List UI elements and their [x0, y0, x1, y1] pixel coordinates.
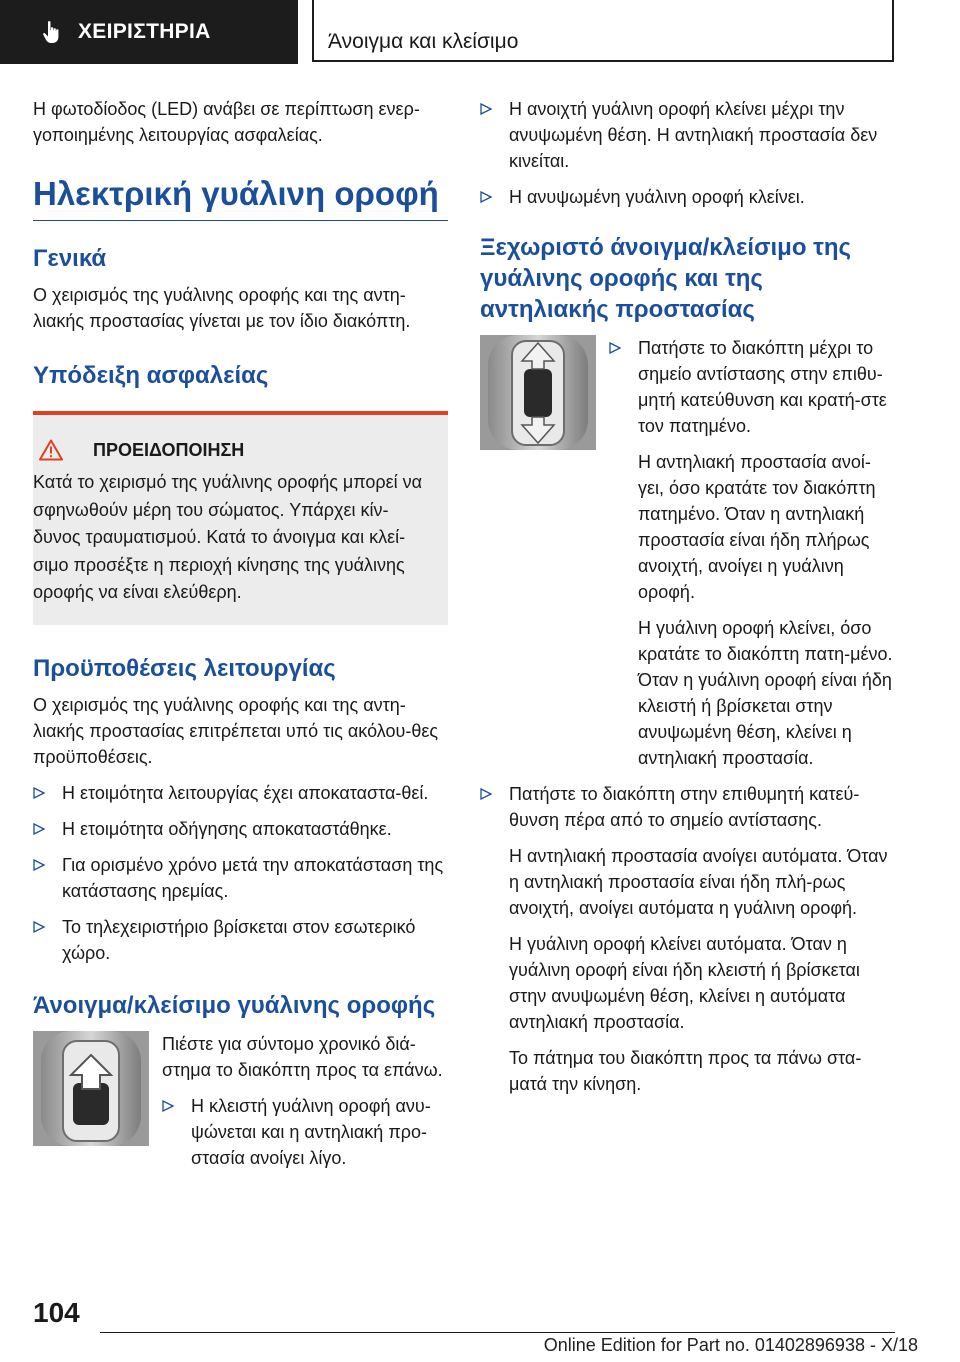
list-item: [33, 852, 448, 904]
bullet-triangle-icon: [480, 191, 492, 203]
heading-safety-note: Υπόδειξη ασφαλείας: [33, 362, 269, 389]
heading-prerequisites: Προϋποθέσεις λειτουργίας: [33, 654, 336, 682]
list-item: [33, 914, 448, 966]
hand-pointer-icon: [42, 20, 64, 44]
page-header: [0, 0, 960, 64]
left-column: [33, 96, 448, 1181]
list-item-text: Η ανοιχτή γυάλινη οροφή κλείνει μέχρι την ανυψωμένη θέση. Η αντηλιακή προστασία δεν κινείται.: [509, 99, 878, 171]
list-item-text: Πατήστε το διακόπτη μέχρι το σημείο αντίστασης στην επιθυ‐μητή κατεύθυνση και κρατή‐στε τον πατημένο.: [638, 338, 887, 436]
page-number: 104: [33, 1297, 80, 1328]
open-close-text: [162, 1031, 448, 1181]
list-item: [609, 335, 895, 439]
list-item: [33, 816, 448, 842]
step2-stop-text: Το πάτημα του διακόπτη προς τα πάνω στα‐ματά την κίνηση.: [509, 1048, 862, 1094]
list-item: [162, 1093, 448, 1171]
list-item-text: Η ανυψωμένη γυάλινη οροφή κλείνει.: [509, 187, 805, 207]
roof-behaviour-list: [480, 96, 895, 210]
list-item-text: Πατήστε το διακόπτη στην επιθυμητή κατεύ‐θυνση πέρα από το σημείο αντίστασης.: [509, 784, 860, 830]
chapter-tab-label: ΧΕΙΡΙΣΤΗΡΙΑ: [78, 20, 211, 43]
list-item: [480, 96, 895, 174]
bullet-triangle-icon: [33, 859, 45, 871]
list-item: [33, 780, 448, 806]
bullet-triangle-icon: [33, 787, 45, 799]
step2-auto-close-text: Η γυάλινη οροφή κλείνει αυτόματα. Όταν η γυάλινη οροφή είναι ήδη κλειστή ή βρίσκεται στην ανυψωμένη θέση, κλείνει η αυτόματα αντηλιακή προστασία.: [509, 934, 860, 1032]
open-close-list: [162, 1093, 448, 1171]
general-text: Ο χειρισμός της γυάλινης οροφής και της αντη‐λιακής προστασίας γίνεται με τον ίδιο διακόπτη.: [33, 285, 411, 331]
open-close-instruction: Πιέστε για σύντομο χρονικό διά‐στημα το διακόπτη προς τα επάνω.: [162, 1033, 443, 1080]
switch-push-up-image: [33, 1031, 149, 1146]
heading-open-close-roof: Άνοιγμα/κλείσιμο γυάλινης οροφής: [33, 991, 436, 1019]
prerequisites-text: Ο χειρισμός της γυάλινης οροφής και της αντη‐λιακής προστασίας επιτρέπεται υπό τις ακόλου‐θες προϋποθέσεις.: [33, 694, 439, 767]
warning-title: ΠΡΟΕΙΔΟΠΟΙΗΣΗ: [93, 440, 245, 460]
bullet-triangle-icon: [480, 788, 492, 800]
separate-text: [609, 335, 895, 781]
step1-roof-text: Η γυάλινη οροφή κλείνει, όσο κρατάτε το διακόπτη πατη‐μένο. Όταν η γυάλινη οροφή είναι ήδη κλειστή ή βρίσκεται στην ανυψωμένη θέση, κλείνει η αντηλιακή προστασία.: [638, 618, 893, 768]
warning-box: [33, 411, 448, 625]
section-title: Άνοιγμα και κλείσιμο: [328, 30, 519, 53]
led-note: Η φωτοδίοδος (LED) ανάβει σε περίπτωση ενερ‐γοποιημένης λειτουργίας ασφαλείας.: [33, 99, 420, 145]
section-header: [312, 0, 894, 62]
prerequisites-list: [33, 780, 448, 966]
separate-list-2: [480, 781, 895, 833]
heading-general: Γενικά: [33, 245, 107, 272]
chapter-tab: [0, 0, 298, 64]
separate-list-1: [609, 335, 895, 439]
right-column: [480, 96, 895, 1107]
bullet-triangle-icon: [480, 103, 492, 115]
list-item: [480, 184, 895, 210]
warning-text: Κατά το χειρισμό της γυάλινης οροφής μπορεί να σφηνωθούν μέρη του σώματος. Υπάρχει κίν‐δυνος τραυματισμού. Κατά το άνοιγμα και κλεί‐σιμο προσέξτε η περιοχή κίνησης της γυάλινης οροφής να είναι ελεύθερη.: [33, 472, 423, 602]
switch-up-down-image: [480, 335, 596, 450]
list-item-text: Η ετοιμότητα λειτουργίας έχει αποκαταστα‐θεί.: [62, 782, 429, 803]
bullet-triangle-icon: [609, 342, 621, 354]
footer-divider: [100, 1332, 895, 1333]
step2-auto-open-text: Η αντηλιακή προστασία ανοίγει αυτόματα. Όταν η αντηλιακή προστασία είναι ήδη πλή‐ρως ανοιχτή, ανοίγει αυτόματα η γυάλινη οροφή.: [509, 846, 888, 918]
bullet-triangle-icon: [162, 1100, 174, 1112]
list-item-text: Για ορισμένο χρόνο μετά την αποκατάσταση της κατάστασης ηρεμίας.: [62, 854, 444, 901]
bullet-triangle-icon: [33, 823, 45, 835]
warning-header: [39, 437, 434, 463]
open-close-section: [33, 1031, 448, 1181]
footer-edition: Online Edition for Part no. 01402896938 - X/18: [543, 1335, 918, 1355]
list-item: [480, 781, 895, 833]
warning-triangle-icon: [39, 439, 63, 461]
list-item-text: Η ετοιμότητα οδήγησης αποκαταστάθηκε.: [62, 818, 392, 839]
heading-glass-roof: Ηλεκτρική γυάλινη οροφή: [33, 174, 448, 221]
bullet-triangle-icon: [33, 921, 45, 933]
step1-sunblind-text: Η αντηλιακή προστασία ανοί‐γει, όσο κρατάτε τον διακόπτη πατημένο. Όταν η αντηλιακή προστασία είναι ήδη πλήρως ανοιχτή, ανοίγει η γυάλινη οροφή.: [638, 452, 876, 602]
separate-section: [480, 335, 895, 781]
list-item-text: Το τηλεχειριστήριο βρίσκεται στον εσωτερικό χώρο.: [62, 916, 416, 963]
heading-separate-open-close: Ξεχωριστό άνοιγμα/κλείσιμο της γυάλινης οροφής και της αντηλιακής προστασίας: [480, 234, 852, 323]
list-item-text: Η κλειστή γυάλινη οροφή ανυ‐ψώνεται και η αντηλιακή προ‐στασία ανοίγει λίγο.: [191, 1095, 431, 1168]
